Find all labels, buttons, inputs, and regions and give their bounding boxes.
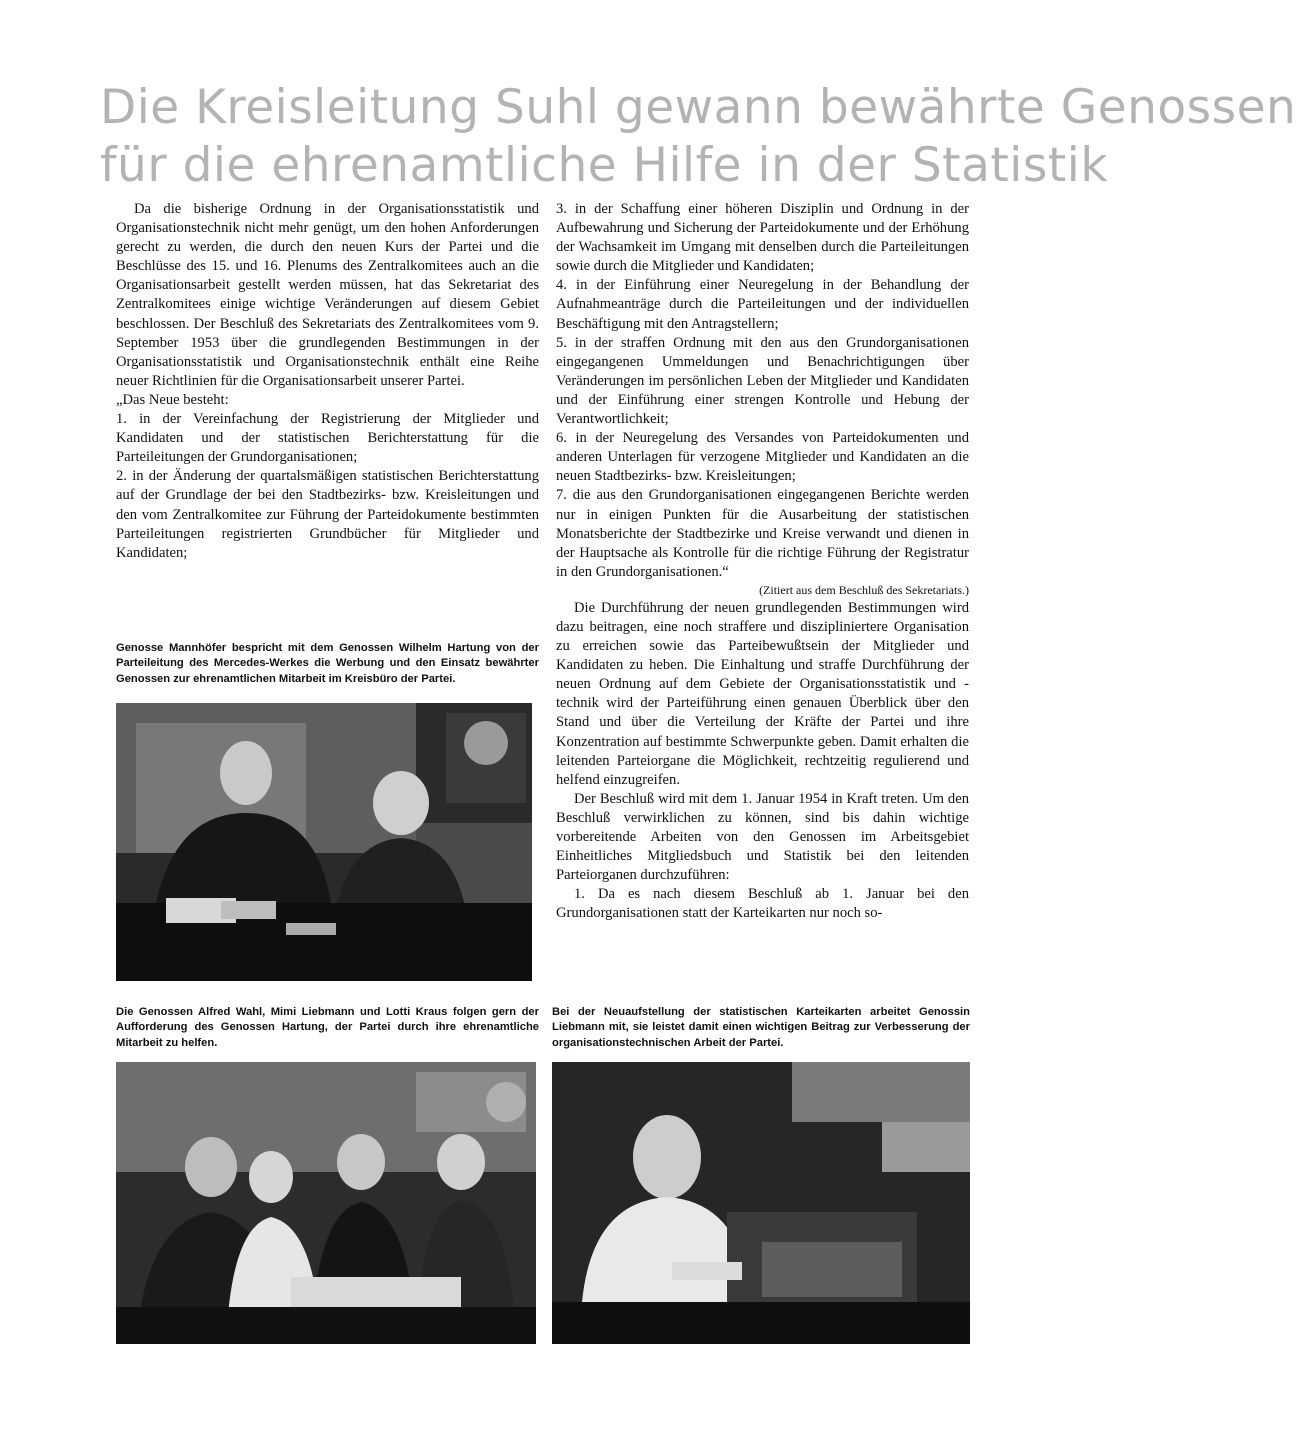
list-item-6: 6. in der Neuregelung des Versandes von Parteidokumenten und anderen Unterlagen für verzogene Mitglieder und Kandidaten an die neuen Stadtbezirks- bzw. Kreisleitungen; <box>556 430 969 485</box>
citation-note: (Zitiert aus dem Beschluß des Sekretariats.) <box>759 582 969 597</box>
photo-woman-card-index <box>552 1062 970 1344</box>
list-item-4: 4. in der Einführung einer Neuregelung in der Behandlung der Aufnahmeanträge durch die Parteileitungen und der individuellen Beschäftigung mit den Antragstellern; <box>556 277 969 332</box>
list-item-5: 5. in der straffen Ordnung mit den aus den Grundorganisationen eingegangenen Ummeldungen und Benachrichtigungen über Veränderungen im persönlichen Leben der Mitglieder und Kandidaten und der Einführung einer strengen Kontrolle und Hebung der Verantwortlichkeit; <box>556 334 969 428</box>
headline-line-1: Die Kreisleitung Suhl gewann bewährte Genossen <box>100 80 1296 135</box>
list-item-7: 7. die aus den Grundorganisationen eingegangenen Berichte werden nur in einigen Punkten für die Ausarbeitung der statistischen Monatsberichte der Stadtbezirke und Kreise verwandt und dienen in der Hauptsache als Kontrolle für die richtige Führung der Registratur in den Grundorganisationen.“ <box>556 487 969 580</box>
quote-intro: „Das Neue besteht: <box>116 391 229 408</box>
photo-caption-1: Genosse Mannhöfer bespricht mit dem Genossen Wilhelm Hartung von der Parteileitung des Mercedes-Werkes die Werbung und den Einsatz bewährter Genossen zur ehrenamtlichen Mitarbeit im Kreisbüro der Partei. <box>116 642 539 685</box>
photo-caption-2: Die Genossen Alfred Wahl, Mimi Liebmann und Lotti Kraus folgen gern der Aufforderung des Genossen Hartung, der Partei durch ihre ehrenamtliche Mitarbeit zu helfen. <box>116 1006 539 1049</box>
body-paragraph-1: Die Durchführung der neuen grundlegenden Bestimmungen wird dazu beitragen, eine noch straffere und diszipliniertere Organisation zu erreichen sowie das Parteibewußtsein der Mitglieder und Kandidaten zu heben. Die Einhaltung und straffe Durchführung der neuen Ordnung auf dem Gebiete der Organisationsstatistik und -technik wird der Parteiführung einen genauen Überblick über den Stand und über die Verteilung der Kräfte der Partei und ihre Konzentration auf bestimmte Schwerpunkte geben. Damit erhalten die leitenden Parteiorgane die Möglichkeit, rechtzeitig regulierend und helfend einzugreifen. <box>556 599 969 788</box>
list-item-3: 3. in der Schaffung einer höheren Disziplin und Ordnung in der Aufbewahrung und Sicherung der Parteidokumente und der Erhöhung der Wachsamkeit im Umgang mit denselben durch die Parteileitungen sowie durch die Mitglieder und Kandidaten; <box>556 201 969 275</box>
photo-group-four <box>116 1062 536 1344</box>
photo-caption-3: Bei der Neuaufstellung der statistischen Karteikarten arbeitet Genossin Liebmann mit, sie leistet damit einen wichtigen Beitrag zur Verbesserung der organisationstechnischen Arbeit der Partei. <box>552 1006 970 1049</box>
left-text-column <box>116 200 539 563</box>
intro-paragraph: Da die bisherige Ordnung in der Organisationsstatistik und Organisationstechnik nicht mehr genügt, um den hohen Anforderungen gerecht zu werden, die durch den neuen Kurs der Partei und die Beschlüsse des 15. und 16. Plenums des Zentralkomitees auch an die Organisationsarbeit gestellt werden müssen, hat das Sekretariat des Zentralkomitees einige wichtige Veränderungen auf diesem Gebiet beschlossen. Der Beschluß des Sekretariats des Zentralkomitees vom 9. September 1953 über die grundlegenden Bestimmungen in der Organisationsstatistik und Organisationstechnik enthält eine Reihe neuer Richtlinien für die Organisationsarbeit unserer Partei. <box>116 201 539 389</box>
list-item-2: 2. in der Änderung der quartalsmäßigen statistischen Berichterstattung auf der Grundlage der bei den Stadtbezirks- bzw. Kreisleitungen und den vom Zentralkomitee zur Führung der Parteidokumente bestimmten Parteileitungen registrierten Grundbücher für Mitglieder und Kandidaten; <box>116 468 539 561</box>
list-item-1: 1. in der Vereinfachung der Registrierung der Mitglieder und Kandidaten und der statistischen Berichterstattung für die Parteileitungen der Grundorganisationen; <box>116 411 539 466</box>
headline-line-2: für die ehrenamtliche Hilfe in der Statistik <box>100 138 1109 193</box>
photo-meeting-two-men <box>116 703 532 981</box>
body-paragraph-2: Der Beschluß wird mit dem 1. Januar 1954 in Kraft treten. Um den Beschluß verwirklichen zu können, sind bis dahin wichtige vorbereitende Arbeiten von den Genossen im Arbeitsgebiet Einheitliches Mitgliedsbuch und Statistik bei den leitenden Parteiorganen durchzuführen: <box>556 790 969 884</box>
right-text-column <box>556 200 969 923</box>
body-paragraph-3: 1. Da es nach diesem Beschluß ab 1. Januar bei den Grundorganisationen statt der Karteikarten nur noch so- <box>556 886 969 922</box>
